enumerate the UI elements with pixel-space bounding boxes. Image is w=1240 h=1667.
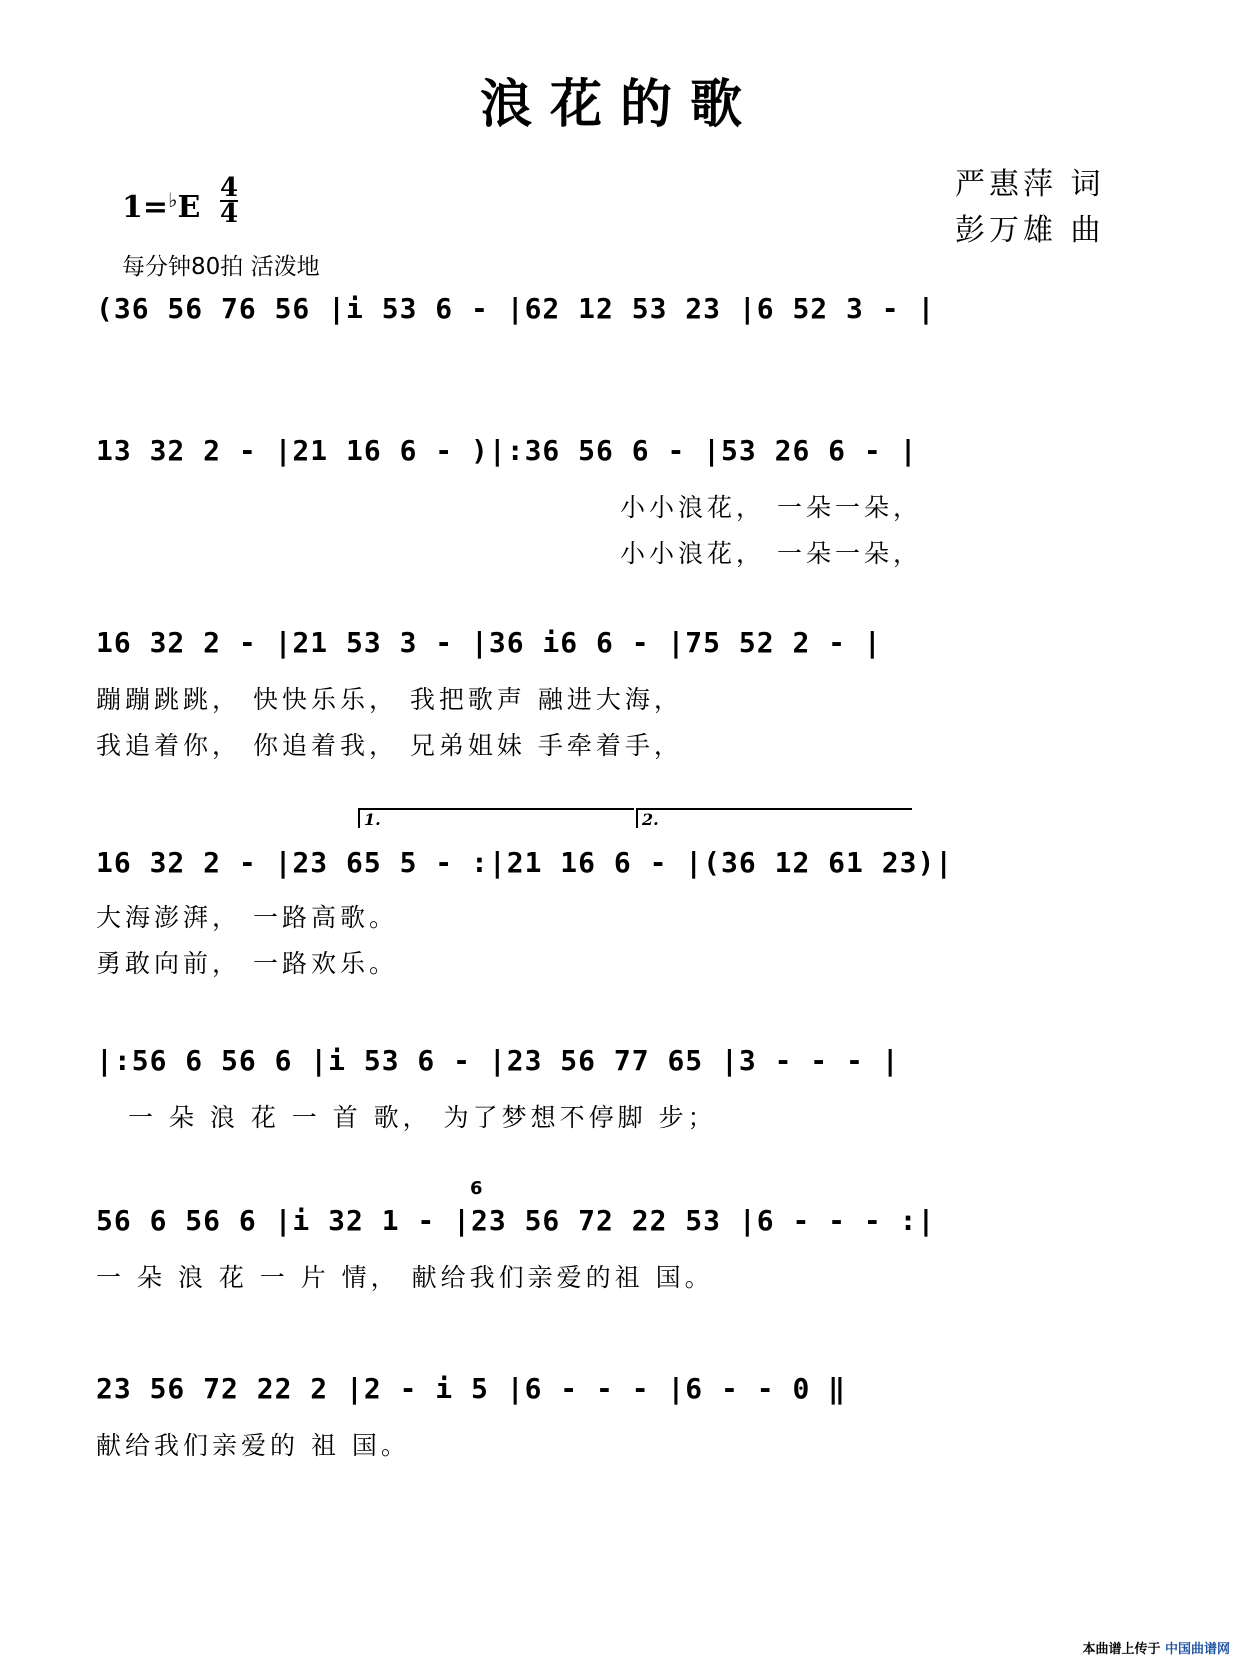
lyric-row-5: 一 朵 浪 花 一 首 歌， 为了梦想不停脚 步；	[128, 1103, 717, 1132]
tempo-marking: 每分钟80拍 活泼地	[122, 254, 320, 280]
score-row-1: (36 56 76 56 |i 53 6 - |62 12 53 23 |6 52 3 - |	[96, 292, 936, 325]
score-row-2: 13 32 2 - |21 16 6 - )|:36 56 6 - |53 26 6 - |	[96, 434, 918, 467]
lyric-row-2-verse-2: 小小浪花， 一朵一朵，	[620, 539, 922, 568]
lyric-row-6: 一 朵 浪 花 一 片 情， 献给我们亲爱的祖 国。	[96, 1263, 714, 1292]
score-row-3: 16 32 2 - |21 53 3 - |36 i6 6 - |75 52 2 - |	[96, 626, 882, 659]
time-signature: 4 4	[220, 173, 239, 229]
flat-icon: ♭	[168, 188, 178, 212]
key-signature: 1=♭E	[122, 188, 201, 225]
score-row-6: 56 6 56 6 |i 32 1 - |23 56 72 22 53 |6 - - - :|	[96, 1204, 936, 1237]
lyric-row-3-verse-2: 我追着你， 你追着我， 兄弟姐妹 手牵着手，	[96, 731, 683, 760]
score-row-7: 23 56 72 22 2 |2 - i 5 |6 - - - |6 - - 0 ‖	[96, 1372, 847, 1405]
volta-second-ending: 2.	[636, 808, 912, 828]
score-row-4: 16 32 2 - |23 65 5 - :|21 16 6 - |(36 12 61 23)|	[96, 846, 954, 879]
song-title: 浪花的歌	[479, 74, 760, 135]
lyric-row-4-verse-1: 大海澎湃， 一路高歌。	[96, 903, 398, 932]
credits	[955, 162, 1105, 254]
site-logo: 中国曲谱网	[1164, 1642, 1230, 1657]
lyric-row-2-verse-1: 小小浪花， 一朵一朵，	[620, 493, 922, 522]
lyric-row-4-verse-2: 勇敢向前， 一路欢乐。	[96, 949, 398, 978]
lyric-row-3-verse-1: 蹦蹦跳跳， 快快乐乐， 我把歌声 融进大海，	[96, 685, 683, 714]
lyricist: 严惠萍 词	[955, 167, 1105, 202]
volta-first-ending: 1.	[358, 808, 634, 828]
grace-note: 6	[470, 1178, 483, 1199]
footer-credit: 本曲谱上传于 中国曲谱网	[1082, 1642, 1230, 1657]
lyric-row-7: 献给我们亲爱的 祖 国。	[96, 1431, 410, 1460]
score-row-5: |:56 6 56 6 |i 53 6 - |23 56 77 65 |3 - - - |	[96, 1044, 900, 1077]
composer: 彭万雄 曲	[955, 213, 1105, 248]
